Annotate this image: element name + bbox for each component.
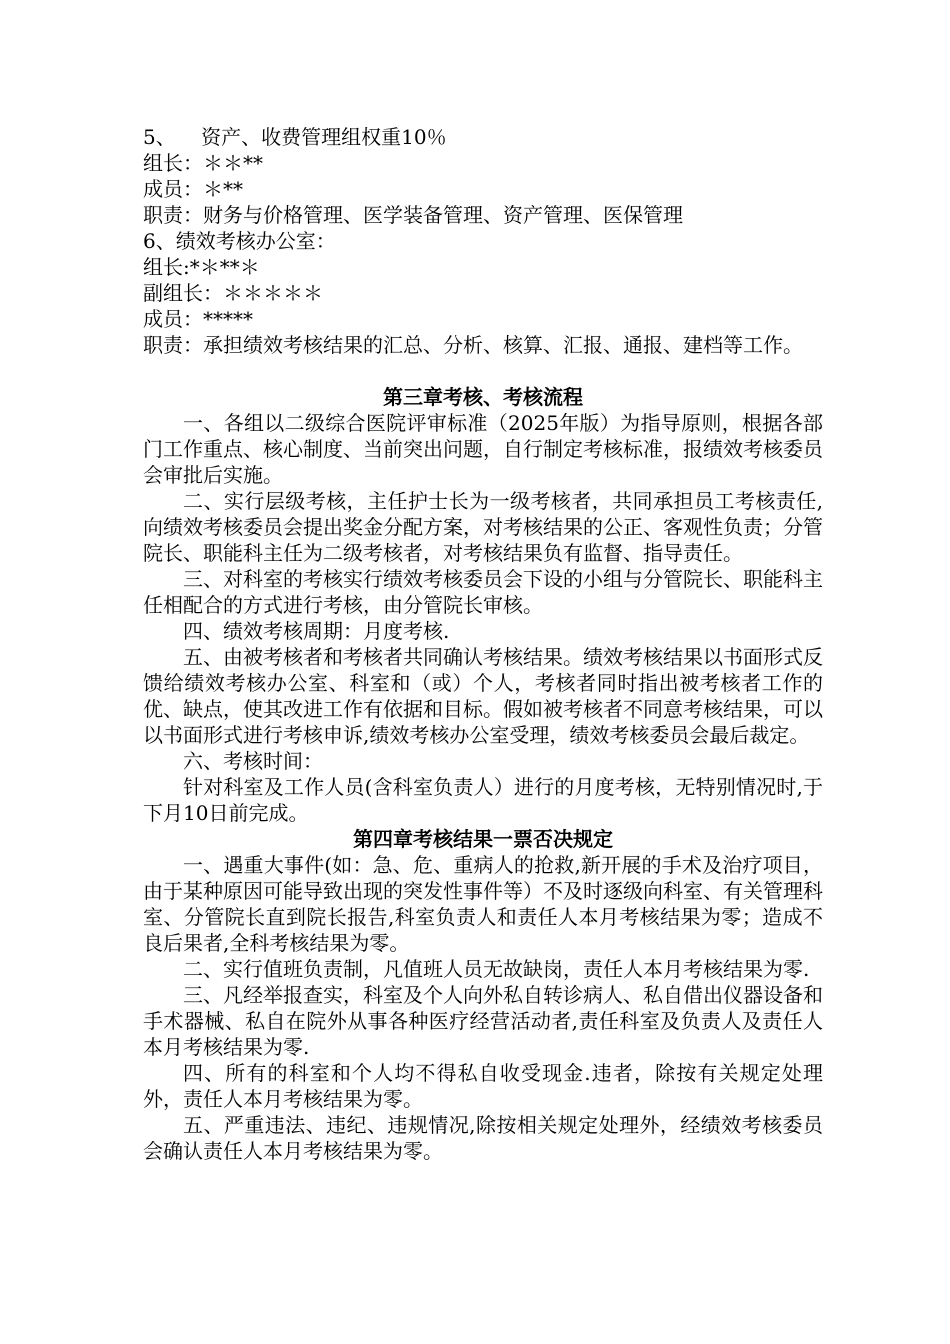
chapter3-paragraph: 二、实行层级考核，主任护士长为一级考核者，共同承担员工考核责任,向绩效考核委员会提出奖金分配方案，对考核结果的公正、客观性负责；分管院长、职能科主任为二级考核者，对考核结果负有监督、指导责任。 xyxy=(143,489,823,565)
chapter4-paragraph: 四、所有的科室和个人均不得私自收受现金.违者，除按有关规定处理外，责任人本月考核结果为零。 xyxy=(143,1061,823,1111)
group6-duties: 职责：承担绩效考核结果的汇总、分析、核算、汇报、通报、建档等工作。 xyxy=(143,333,803,357)
group5-title: 5、 资产、收费管理组权重10％ xyxy=(143,125,447,149)
group6-deputy: 副组长：＊＊＊＊＊ xyxy=(143,281,323,305)
group6-members: 成员：***** xyxy=(143,307,253,331)
chapter3-paragraph: 一、各组以二级综合医院评审标准（2025年版）为指导原则，根据各部门工作重点、核心制度、当前突出问题，自行制定考核标准，报绩效考核委员会审批后实施。 xyxy=(143,411,823,487)
chapter4-paragraph: 三、凡经举报查实，科室及个人向外私自转诊病人、私自借出仪器设备和手术器械、私自在院外从事各种医疗经营活动者,责任科室及负责人及责任人本月考核结果为零. xyxy=(143,983,823,1059)
spacer xyxy=(143,358,823,384)
group5-duties: 职责：财务与价格管理、医学装备管理、资产管理、医保管理 xyxy=(143,203,683,227)
chapter3-paragraph: 针对科室及工作人员(含科室负责人）进行的月度考核，无特别情况时,于下月10日前完成。 xyxy=(143,775,823,825)
chapter4-heading: 第四章考核结果一票否决规定 xyxy=(353,827,613,851)
chapter3-paragraph: 三、对科室的考核实行绩效考核委员会下设的小组与分管院长、职能科主任相配合的方式进行考核，由分管院长审核。 xyxy=(143,567,823,617)
chapter3-heading: 第三章考核、考核流程 xyxy=(383,385,583,409)
group5-members: 成员：＊** xyxy=(143,177,243,201)
document-body xyxy=(143,124,823,1164)
chapter4-paragraph: 五、严重违法、违纪、违规情况,除按相关规定处理外，经绩效考核委员会确认责任人本月考核结果为零。 xyxy=(143,1113,823,1163)
chapter4-paragraph: 二、实行值班负责制，凡值班人员无故缺岗，责任人本月考核结果为零. xyxy=(183,957,810,981)
chapter3-paragraph: 五、由被考核者和考核者共同确认考核结果。绩效考核结果以书面形式反馈给绩效考核办公室、科室和（或）个人，考核者同时指出被考核者工作的优、缺点，使其改进工作有依据和目标。假如被考核者不同意考核结果，可以以书面形式进行考核申诉,绩效考核办公室受理，绩效考核委员会最后裁定。 xyxy=(143,645,823,747)
chapter3-paragraph: 四、绩效考核周期：月度考核. xyxy=(183,619,450,643)
chapter3-paragraph: 六、考核时间： xyxy=(183,749,323,773)
group6-title: 6、绩效考核办公室： xyxy=(143,229,336,253)
chapter4-paragraph: 一、遇重大事件(如：急、危、重病人的抢救,新开展的手术及治疗项目，由于某种原因可能导致出现的突发性事件等）不及时逐级向科室、有关管理科室、分管院长直到院长报告,科室负责人和责任人本月考核结果为零；造成不良后果者,全科考核结果为零。 xyxy=(143,853,823,955)
group6-leader: 组长:*＊**＊ xyxy=(143,255,260,279)
group5-leader: 组长：＊＊** xyxy=(143,151,263,175)
